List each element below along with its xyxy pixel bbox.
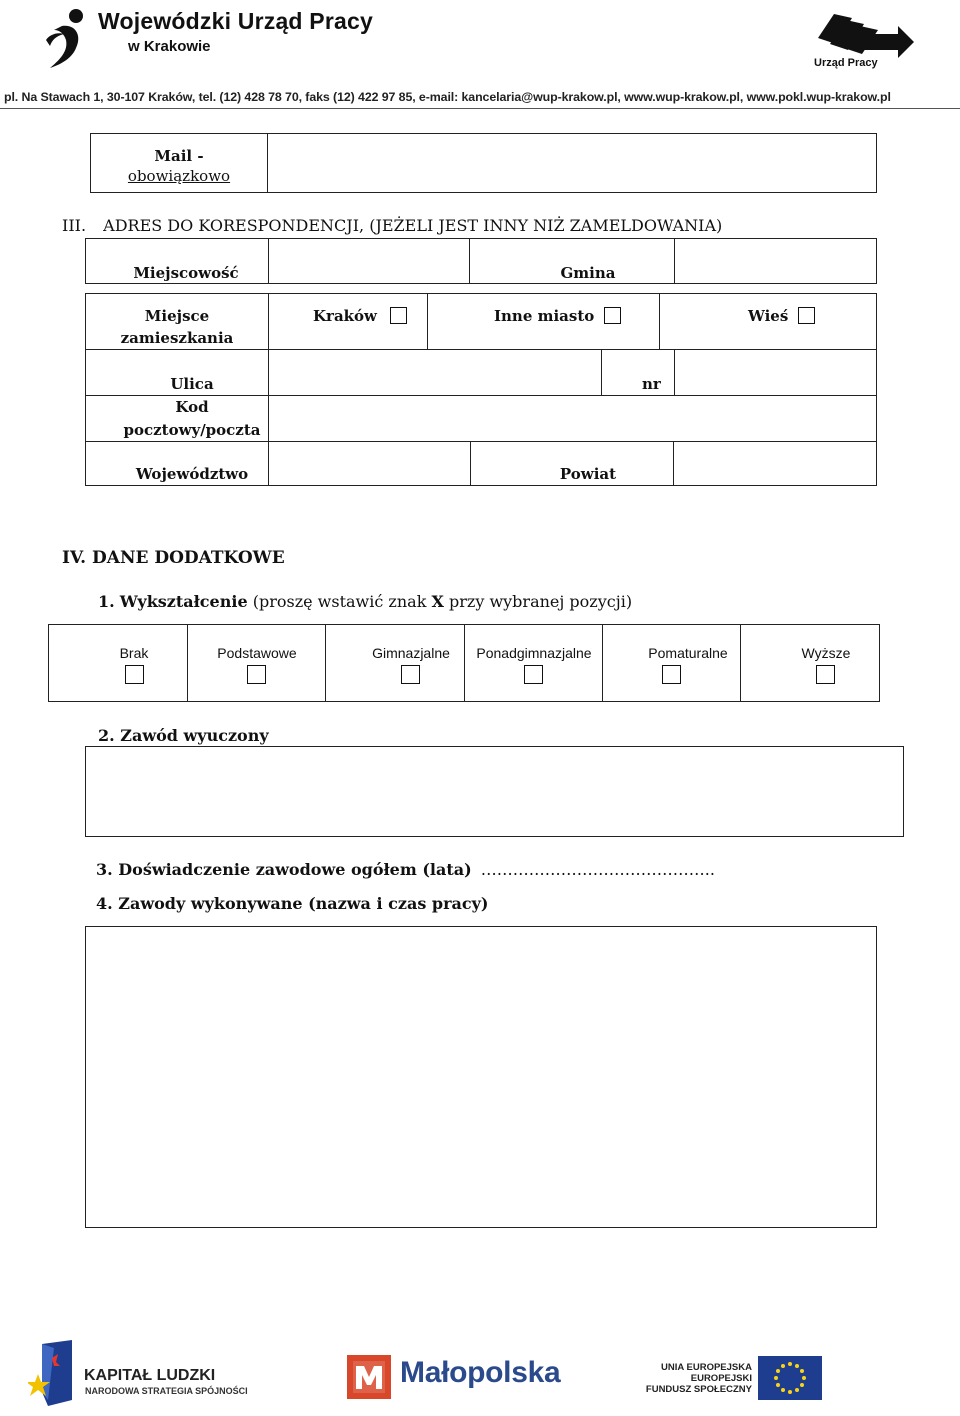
wup-logo-icon <box>42 6 100 74</box>
professions-performed-input[interactable] <box>85 926 877 1228</box>
kod-pocztowy-input[interactable] <box>268 395 877 442</box>
kapital-ludzki-title: KAPITAŁ LUDZKI <box>84 1367 216 1384</box>
pomaturalne-checkbox[interactable] <box>662 665 681 684</box>
section-3-title: ADRES DO KORESPONDENCJI, (JEŻELI JEST INNY NIŻ ZAMELDOWANIA) <box>103 216 723 235</box>
address-line: pl. Na Stawach 1, 30-107 Kraków, tel. (12) 428 78 70, faks (12) 422 97 85, e-mail: kancelaria@wup-krakow.pl, www.wup-krakow.pl, www.pokl.wup-krakow.pl <box>4 90 891 104</box>
wojewodztwo-input[interactable] <box>268 441 471 486</box>
gmina-label: Gmina <box>560 264 616 282</box>
kod-label-line2: pocztowy/poczta <box>123 421 261 439</box>
ulica-label-cell <box>85 349 269 396</box>
miejscowosc-label: Miejscowość <box>133 264 239 282</box>
miejscowosc-label-cell <box>85 238 269 284</box>
experience-label: 3. Doświadczenie zawodowe ogółem (lata) <box>96 860 472 879</box>
brak-checkbox[interactable] <box>125 665 144 684</box>
ulica-label: Ulica <box>170 375 214 393</box>
education-label-podstawowe: Podstawowe <box>217 645 297 661</box>
mail-input-field[interactable] <box>267 133 877 193</box>
org-city: w Krakowie <box>128 38 211 55</box>
kod-label-line1: Kod <box>175 398 209 416</box>
nr-label: nr <box>642 375 661 393</box>
urzad-pracy-logo-icon <box>812 8 916 60</box>
wojewodztwo-label-cell <box>85 441 269 486</box>
gmina-input[interactable] <box>674 238 877 284</box>
krakow-checkbox[interactable] <box>390 307 407 324</box>
section-3-heading <box>62 216 722 235</box>
education-option-podstawowe[interactable] <box>187 624 326 702</box>
option-wies-label: Wieś <box>748 307 789 325</box>
gmina-label-cell <box>469 238 675 284</box>
option-inne-cell[interactable] <box>427 293 660 350</box>
education-q-instruction: (proszę wstawić znak <box>252 592 427 611</box>
experience-question <box>96 860 715 879</box>
option-wies-cell[interactable] <box>659 293 877 350</box>
section-3-number: III. <box>62 216 87 235</box>
education-question <box>98 592 632 611</box>
inne-miasto-checkbox[interactable] <box>604 307 621 324</box>
eu-flag-icon <box>758 1356 822 1400</box>
education-option-ponadgimnazjalne[interactable] <box>464 624 603 702</box>
wies-checkbox[interactable] <box>798 307 815 324</box>
malopolska-wordmark: Małopolska <box>400 1356 561 1389</box>
experience-input-dots[interactable]: …………………………………….. <box>480 860 715 879</box>
education-q-instruction-end: przy wybranej pozycji) <box>449 592 633 611</box>
education-option-brak[interactable] <box>48 624 188 702</box>
mail-required-note: obowiązkowo <box>127 167 231 185</box>
ue-line1: UNIA EUROPEJSKA <box>661 1362 752 1373</box>
miejscowosc-input[interactable] <box>268 238 470 284</box>
ulica-input[interactable] <box>268 349 602 396</box>
wyzsze-checkbox[interactable] <box>816 665 835 684</box>
education-option-gimnazjalne[interactable] <box>325 624 465 702</box>
option-krakow-label: Kraków <box>313 307 377 325</box>
kod-label-cell <box>85 395 269 442</box>
urzad-pracy-caption: Urząd Pracy <box>814 57 878 69</box>
kapital-ludzki-logo-icon <box>28 1340 76 1406</box>
malopolska-logo-icon <box>347 1355 391 1399</box>
education-label-gimnazjalne: Gimnazjalne <box>372 645 450 661</box>
education-label-pomaturalne: Pomaturalne <box>648 645 728 661</box>
education-label-brak: Brak <box>119 645 149 661</box>
education-label-ponadgimnazjalne: Ponadgimnazjalne <box>476 645 592 661</box>
kapital-ludzki-subtitle: NARODOWA STRATEGIA SPÓJNOŚCI <box>85 1386 248 1396</box>
section-4-heading: IV. DANE DODATKOWE <box>62 548 285 568</box>
miejsce-label-line1: Miejsce <box>144 307 210 325</box>
option-krakow-cell[interactable] <box>268 293 428 350</box>
education-q-number: 1. <box>98 592 115 611</box>
nr-label-cell <box>601 349 675 396</box>
mail-label-cell <box>90 133 268 193</box>
nr-input[interactable] <box>674 349 877 396</box>
header-divider <box>0 108 960 109</box>
mail-label: Mail - <box>154 147 204 165</box>
miejsce-label-line2: zamieszkania <box>120 329 234 347</box>
miejsce-label-cell <box>85 293 269 350</box>
powiat-input[interactable] <box>673 441 877 486</box>
powiat-label-cell <box>470 441 674 486</box>
ue-line3: FUNDUSZ SPOŁECZNY <box>645 1384 752 1395</box>
ue-text <box>640 1362 752 1395</box>
learned-profession-label: 2. Zawód wyuczony <box>98 726 269 745</box>
ue-line2: EUROPEJSKI <box>690 1373 752 1384</box>
education-label-wyzsze: Wyższe <box>801 645 851 661</box>
education-option-wyzsze[interactable] <box>740 624 880 702</box>
ponadgimnazjalne-checkbox[interactable] <box>524 665 543 684</box>
gimnazjalne-checkbox[interactable] <box>401 665 420 684</box>
wojewodztwo-label: Województwo <box>135 465 249 483</box>
option-inne-label: Inne miasto <box>494 307 595 325</box>
org-name: Wojewódzki Urząd Pracy <box>98 8 373 34</box>
professions-performed-label: 4. Zawody wykonywane (nazwa i czas pracy) <box>96 894 489 913</box>
podstawowe-checkbox[interactable] <box>247 665 266 684</box>
education-q-title: Wykształcenie <box>119 592 248 611</box>
education-q-mark: X <box>431 592 444 611</box>
powiat-label: Powiat <box>559 465 617 483</box>
education-option-pomaturalne[interactable] <box>602 624 741 702</box>
learned-profession-input[interactable] <box>85 746 904 837</box>
